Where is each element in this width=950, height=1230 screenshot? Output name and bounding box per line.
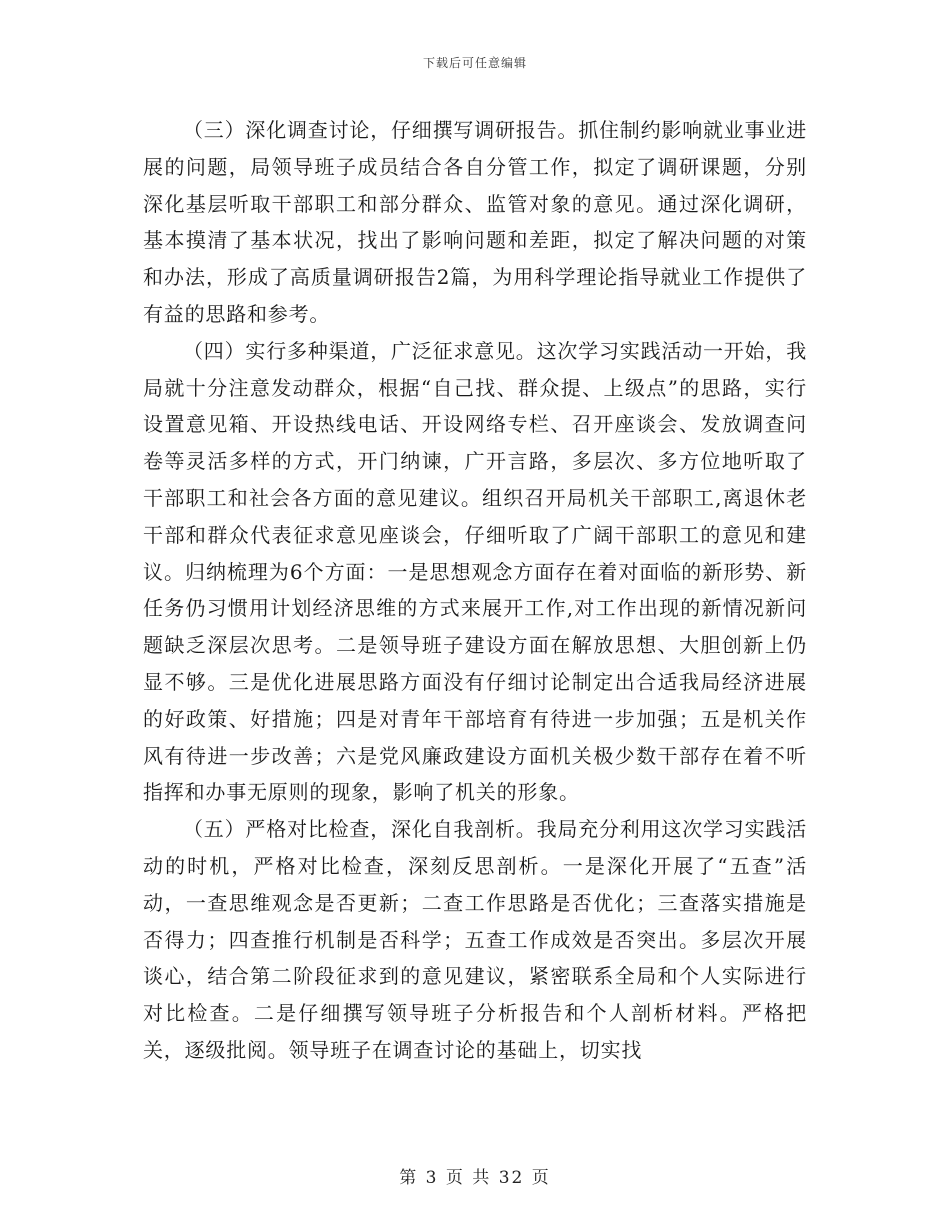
paragraph-section-4: （四）实行多种渠道，广泛征求意见。这次学习实践活动一开始，我局就十分注意发动群众，根据“自己找、群众提、上级点”的思路，实行设置意见箱、开设热线电话、开设网络专栏、召开座谈会、发放调查问卷等灵活多样的方式，开门纳谏，广开言路，多层次、多方位地听取了干部职工和社会各方面的意见建议。组织召开局机关干部职工,离退休老干部和群众代表征求意见座谈会，仔细听取了广阔干部职工的意见和建议。归纳梳理为6个方面：一是思想观念方面存在着对面临的新形势、新任务仍习惯用计划经济思维的方式来展开工作,对工作出现的新情况新问题缺乏深层次思考。二是领导班子建设方面在解放思想、大胆创新上仍显不够。三是优化进展思路方面没有仔细讨论制定出合适我局经济进展的好政策、好措施；四是对青年干部培育有待进一步加强；五是机关作风有待进一步改善；六是党风廉政建设方面机关极少数干部存在着不听指挥和办事无原则的现象，影响了机关的形象。 — [143, 338, 807, 805]
page-number-footer: 第 3 页 共 32 页 — [399, 1168, 551, 1188]
paragraph-section-5: （五）严格对比检查，深化自我剖析。我局充分利用这次学习实践活动的时机，严格对比检查，深刻反思剖析。一是深化开展了“五查”活动，一查思维观念是否更新；二查工作思路是否优化；三查落实措施是否得力；四查推行机制是否科学；五查工作成效是否突出。多层次开展谈心，结合第二阶段征求到的意见建议，紧密联系全局和个人实际进行对比检查。二是仔细撰写领导班子分析报告和个人剖析材料。严格把关，逐级批阅。领导班子在调查讨论的基础上，切实找 — [143, 817, 807, 1062]
paragraph-section-3: （三）深化调查讨论，仔细撰写调研报告。抓住制约影响就业事业进展的问题，局领导班子成员结合各自分管工作，拟定了调研课题，分别深化基层听取干部职工和部分群众、监管对象的意见。通过深化调研，基本摸清了基本状况，找出了影响问题和差距，拟定了解决问题的对策和办法，形成了高质量调研报告2篇，为用科学理论指导就业工作提供了有益的思路和参考。 — [143, 118, 807, 326]
page-header: 下载后可任意编辑 — [422, 56, 527, 70]
document-body — [143, 112, 807, 1069]
